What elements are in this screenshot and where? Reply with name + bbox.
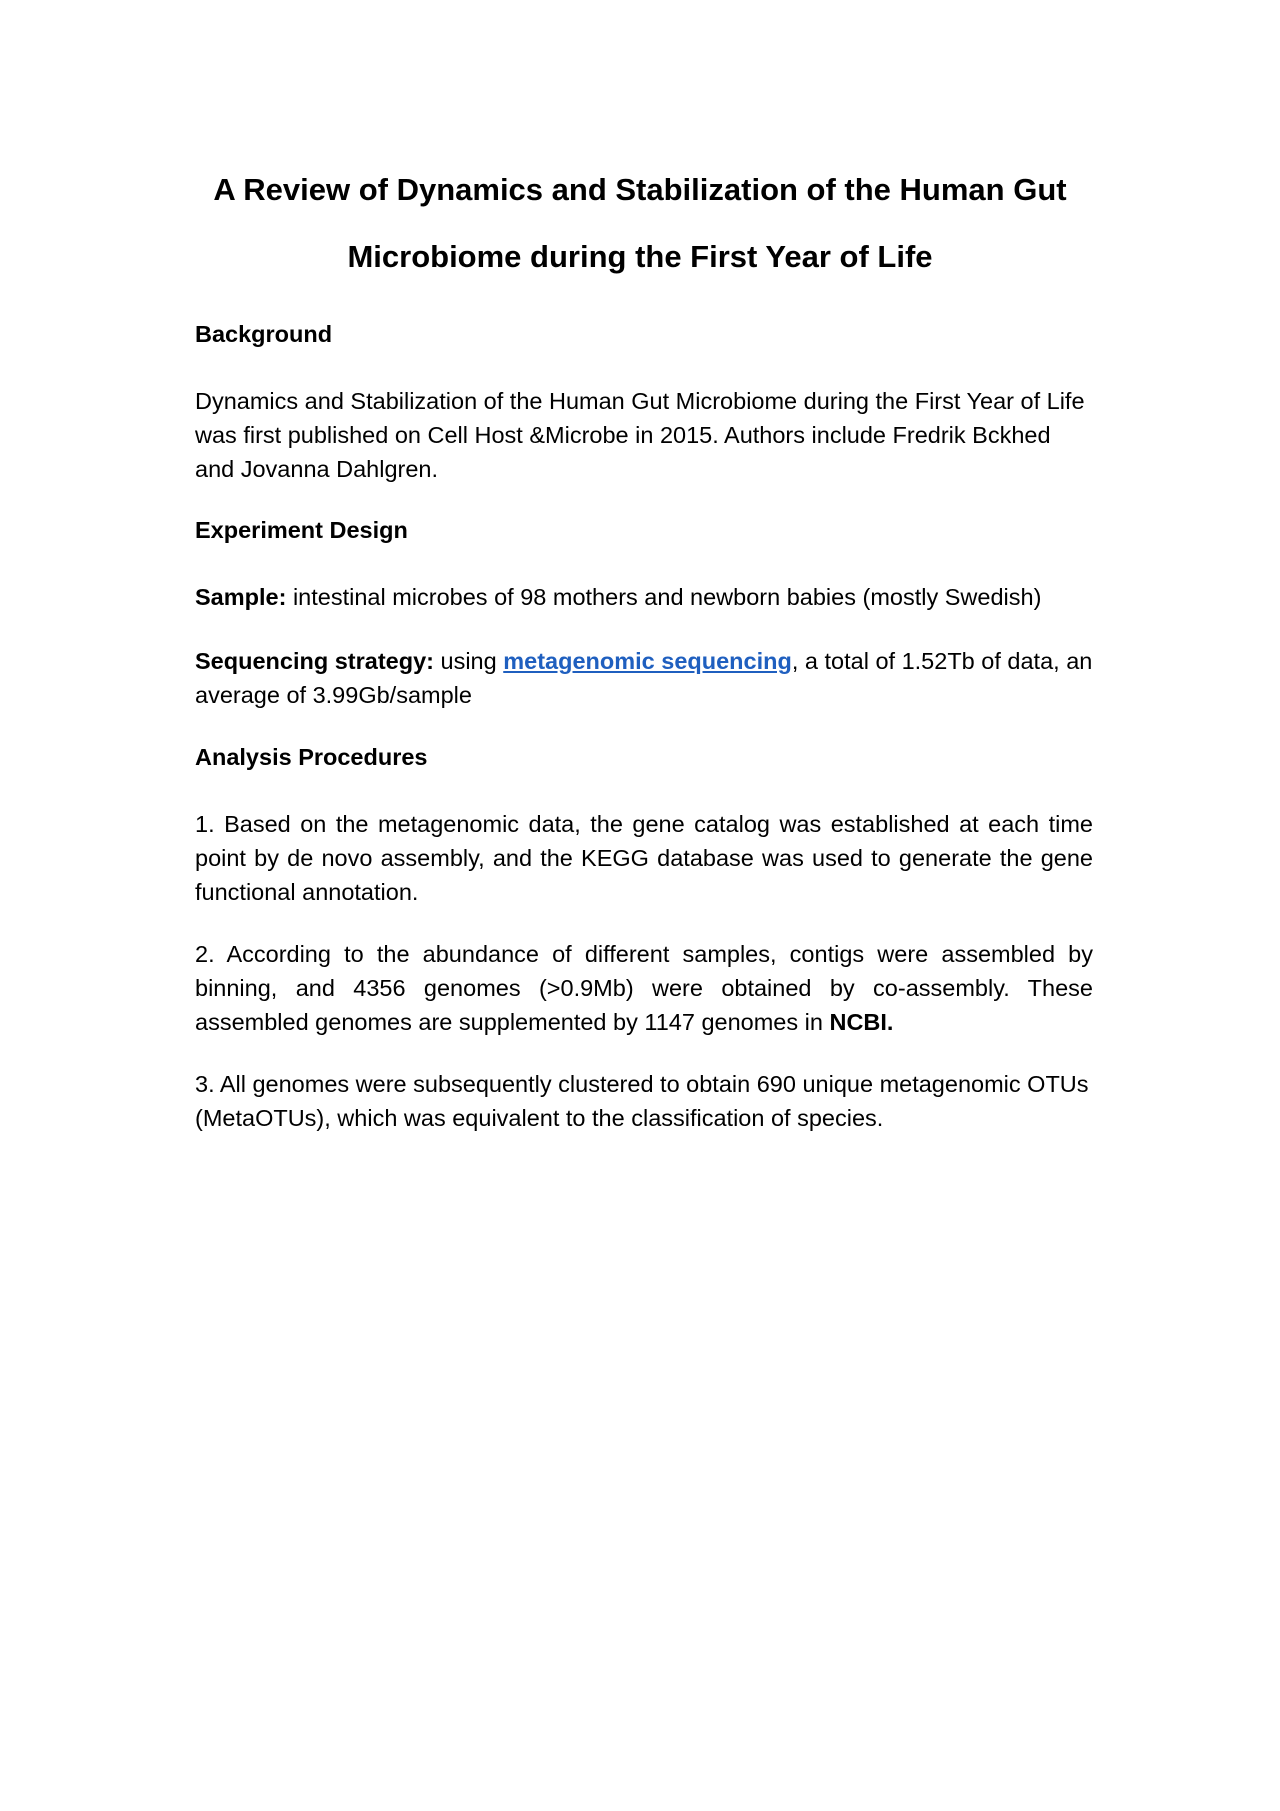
analysis-item-2-text: 2. According to the abundance of different samples, contigs were assembled by binning, and 4356 genomes (>0.9Mb) were obtained by co-assembly. These assembled genomes are supplemented by 1147 genomes in: [195, 941, 1093, 1035]
background-heading: Background: [195, 321, 333, 347]
sequencing-label: Sequencing strategy:: [195, 648, 434, 674]
sample-text: intestinal microbes of 98 mothers and newborn babies (mostly Swedish): [286, 584, 1042, 610]
sequencing-paragraph: [195, 644, 1093, 712]
sequencing-text-pre: using: [433, 648, 504, 674]
sample-paragraph: [195, 580, 1093, 614]
document-title-line-2: Microbiome during the First Year of Life: [347, 239, 933, 274]
analysis-item-1: 1. Based on the metagenomic data, the gene catalog was established at each time point by de novo assembly, and the KEGG database was used to generate the gene functional annotation.: [195, 811, 1093, 905]
analysis-item-2: [195, 937, 1093, 1039]
sample-label: Sample:: [195, 584, 287, 610]
analysis-procedures-heading: Analysis Procedures: [195, 744, 428, 770]
ncbi-label: NCBI.: [829, 1009, 894, 1035]
metagenomic-sequencing-link[interactable]: metagenomic sequencing: [503, 648, 792, 674]
experiment-design-heading: Experiment Design: [195, 517, 408, 543]
background-paragraph: Dynamics and Stabilization of the Human Gut Microbiome during the First Year of Life was first published on Cell Host &Microbe in 2015. Authors include Fredrik Bckhed and Jovanna Dahlgren.: [195, 388, 1085, 482]
document-title-line-1: A Review of Dynamics and Stabilization of the Human Gut: [213, 172, 1067, 207]
analysis-item-3: 3. All genomes were subsequently clustered to obtain 690 unique metagenomic OTUs (MetaOTUs), which was equivalent to the classification of species.: [195, 1071, 1089, 1131]
sequencing-text-post: , a total of 1.52Tb of data, an average of 3.99Gb/sample: [195, 648, 1093, 708]
